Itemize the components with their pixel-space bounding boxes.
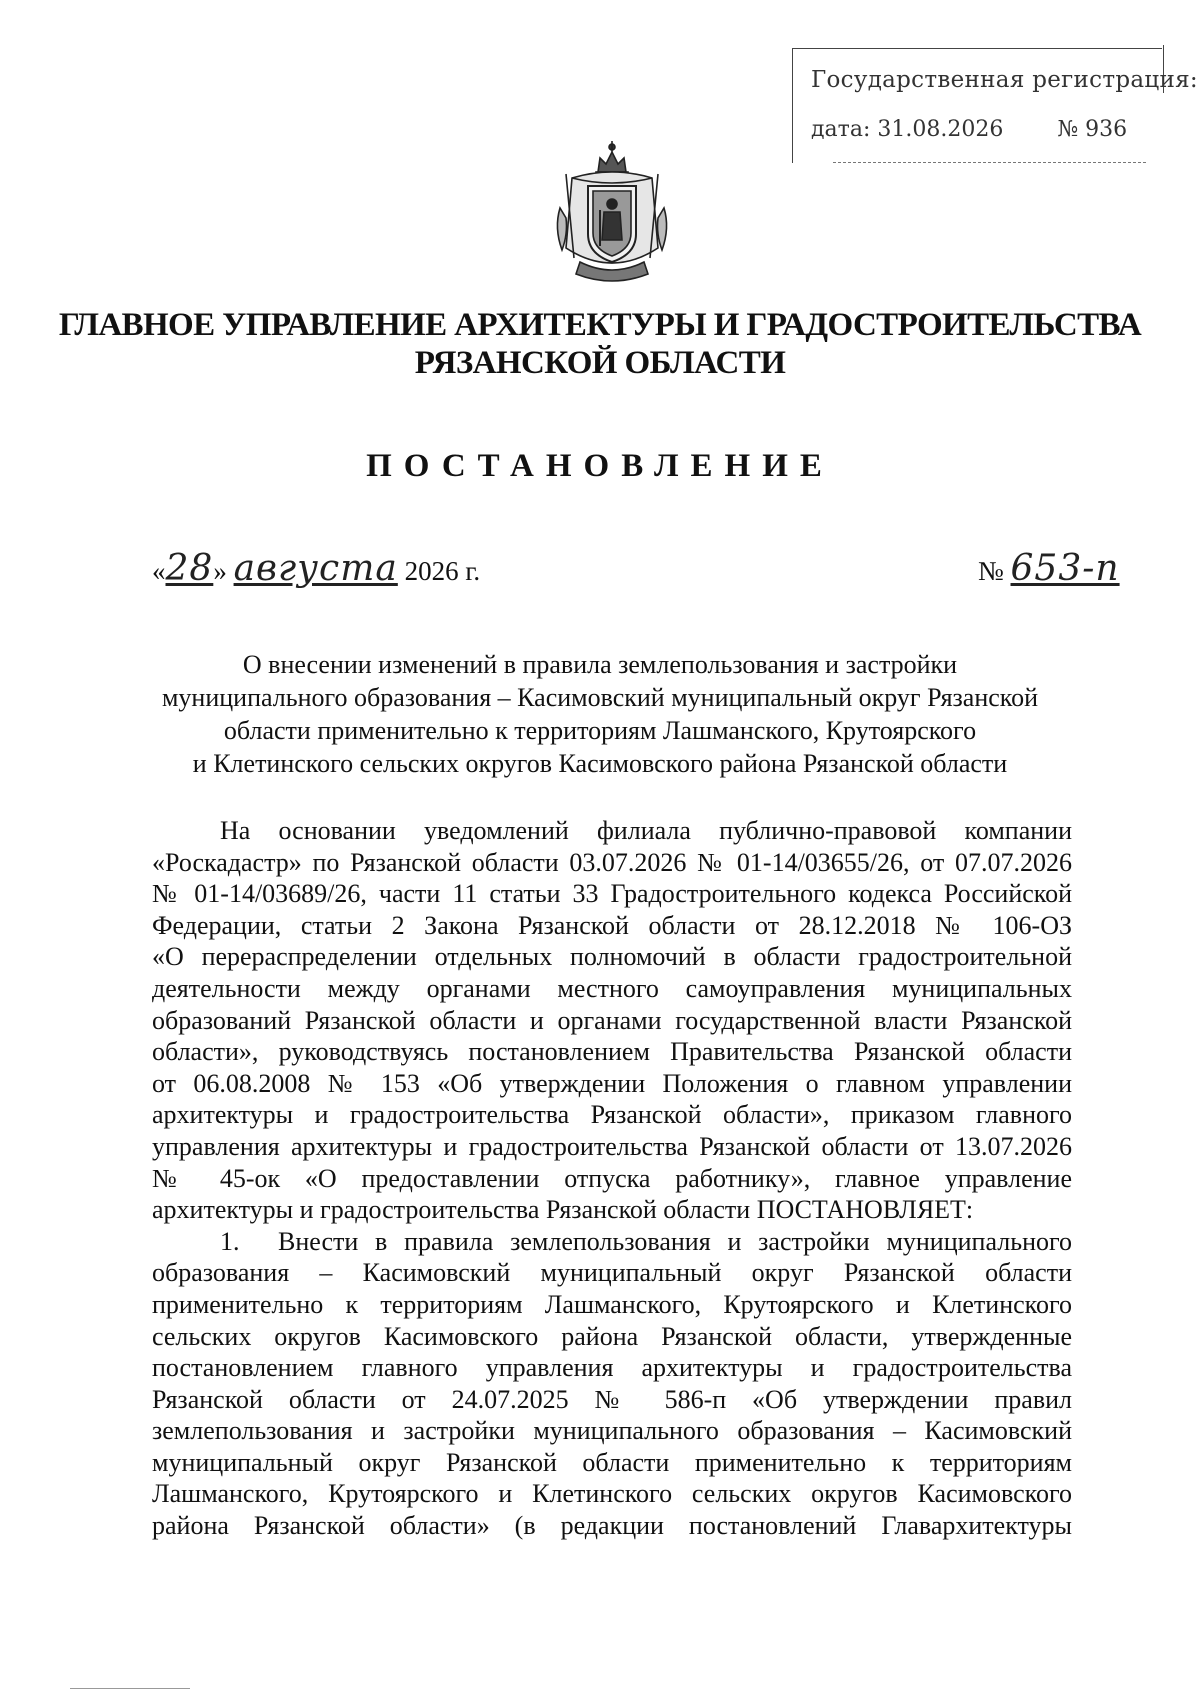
body-line: № 45-ок «О предоставлении отпуска работнику», главное управление <box>152 1163 1072 1193</box>
item1-number: 1. <box>220 1226 240 1256</box>
body-line: «О перераспределении отдельных полномочий в области градостроительной <box>152 942 1072 972</box>
document-body <box>152 815 1072 1542</box>
bottom-rule <box>70 1688 190 1689</box>
date-close-quote: » <box>213 556 227 586</box>
date-open-quote: « <box>152 556 166 586</box>
coat-of-arms-emblem <box>550 138 674 286</box>
body-line: «Роскадастр» по Рязанской области 03.07.2026 № 01-14/03655/26, от 07.07.2026 <box>152 847 1072 877</box>
body-line: образований Рязанской области и органами государственной власти Рязанской <box>152 1005 1072 1035</box>
document-date <box>152 548 480 589</box>
date-year: 2026 г. <box>404 556 481 586</box>
stamp-bottom-line <box>833 162 1146 163</box>
item1-line: района Рязанской области» (в редакции постановлений Главархитектуры <box>152 1511 1072 1541</box>
organization-header <box>0 306 1200 382</box>
title-line: О внесении изменений в правила землепользования и застройки <box>242 650 958 679</box>
item1-line: сельских округов Касимовского района Рязанской области, утвержденные <box>152 1321 1072 1351</box>
date-day: 28 <box>165 548 214 589</box>
title-line: и Клетинского сельских округов Касимовского района Рязанской области <box>192 749 1008 778</box>
registration-stamp <box>792 48 1198 163</box>
date-month: августа <box>233 548 398 589</box>
body-line: Федерации, статьи 2 Закона Рязанской области от 28.12.2018 № 106-ОЗ <box>152 910 1072 940</box>
document-type: ПОСТАНОВЛЕНИЕ <box>366 448 834 484</box>
organization-name-line2: РЯЗАНСКОЙ ОБЛАСТИ <box>414 345 786 381</box>
body-line: На основании уведомлений филиала публично-правовой компании <box>220 816 1072 845</box>
item1-line: применительно к территориям Лашманского, Крутоярского и Клетинского <box>152 1289 1072 1319</box>
registration-date: дата: 31.08.2026 <box>811 117 1004 142</box>
body-line: № 01-14/03689/26, части 11 статьи 33 Градостроительного кодекса Российской <box>152 879 1072 909</box>
registration-number: № 936 <box>1057 117 1128 142</box>
title-line: области применительно к территориям Лашманского, Крутоярского <box>223 716 977 745</box>
body-line: от 06.08.2008 № 153 «Об утверждении Положения о главном управлении <box>152 1068 1072 1098</box>
number-prefix: № <box>978 556 1004 586</box>
item1-line: постановлением главного управления архитектуры и градостроительства <box>152 1353 1072 1383</box>
document-number <box>978 548 1120 589</box>
item1-first-line <box>152 1226 1072 1258</box>
title-line: муниципального образования – Касимовский муниципальный округ Рязанской <box>161 683 1039 712</box>
item1-line: Лашманского, Крутоярского и Клетинского сельских округов Касимовского <box>152 1479 1072 1509</box>
document-title <box>0 648 1200 780</box>
body-line: управления архитектуры и градостроительства Рязанской области от 13.07.2026 <box>152 1131 1072 1161</box>
item1-line: образования – Касимовский муниципальный округ Рязанской области <box>152 1258 1072 1288</box>
registration-details <box>811 117 1127 142</box>
registration-title: Государственная регистрация: <box>811 67 1198 93</box>
item1-line: муниципальный округ Рязанской области применительно к территориям <box>152 1447 1072 1477</box>
body-line: архитектуры и градостроительства Рязанской области ПОСТАНОВЛЯЕТ: <box>152 1195 974 1225</box>
body-line: деятельности между органами местного самоуправления муниципальных <box>152 973 1072 1003</box>
body-line: области», руководствуясь постановлением Правительства Рязанской области <box>152 1037 1072 1067</box>
number-value: 653-п <box>1010 548 1120 589</box>
organization-name-line1: ГЛАВНОЕ УПРАВЛЕНИЕ АРХИТЕКТУРЫ И ГРАДОСТРОИТЕЛЬСТВА <box>58 307 1142 343</box>
item1-line: землепользования и застройки муниципального образования – Касимовский <box>152 1416 1072 1446</box>
item1-line: Внести в правила землепользования и застройки муниципального <box>278 1226 1072 1256</box>
item1-line: Рязанской области от 24.07.2025 № 586-п «Об утверждении правил <box>152 1384 1072 1414</box>
body-line: архитектуры и градостроительства Рязанской области», приказом главного <box>152 1100 1072 1130</box>
